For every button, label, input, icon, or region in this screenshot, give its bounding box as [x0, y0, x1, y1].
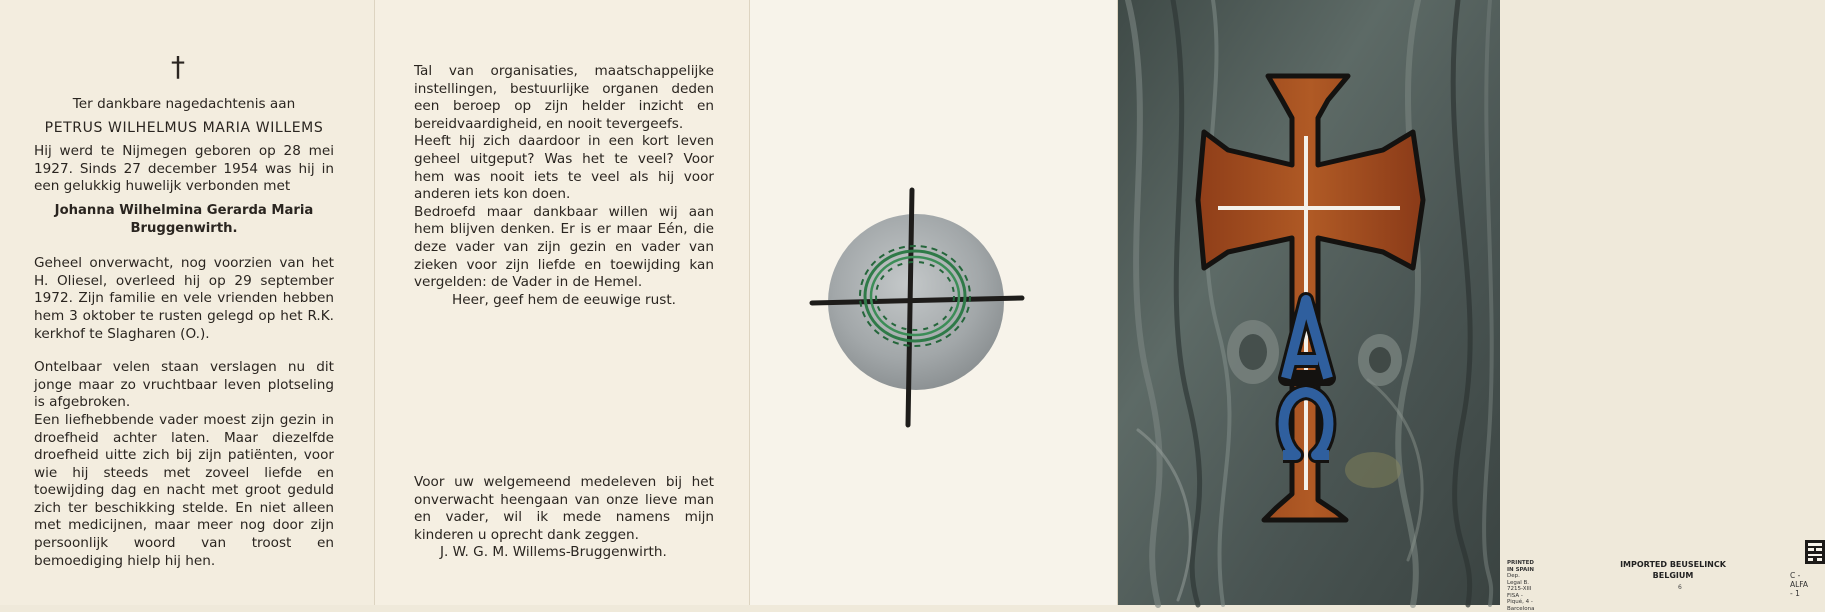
- wife-name: Johanna Wilhelmina Gerarda Maria Bruggenwirth.: [34, 202, 334, 237]
- painting-artwork: [1118, 0, 1500, 605]
- signature: J. W. G. M. Willems-Bruggenwirth.: [414, 544, 714, 562]
- small-mark: 6: [1678, 584, 1682, 591]
- question-paragraph: Heeft hij zich daardoor in een kort leven geheel uitgeput? Was het te veel? Voor hem was nooit iets te veel als hij voor anderen iets kon doen.: [414, 133, 714, 203]
- prayer-line: Heer, geef hem de eeuwige rust.: [414, 292, 714, 310]
- thanks-paragraph: Voor uw welgemeend medeleven bij het onverwacht heengaan van onze lieve man en vader, wil ik mede namens mijn kinderen u oprecht dank zeggen.: [414, 474, 714, 544]
- crown-of-thorns-emblem: [750, 0, 1118, 605]
- dagger-cross-icon: †: [171, 52, 185, 82]
- legal-deposit: Dep. Legal B. 7215-XIII: [1507, 573, 1534, 593]
- thanks-text: [414, 474, 714, 562]
- printer-info: [1507, 560, 1534, 612]
- grateful-paragraph: Bedroefd maar dankbaar willen wij aan hem blijven denken. Er is er maar Eén, die deze vader van zijn gezin en vader van zieken voor zijn liefde en toewijding kan vergelden: de Vader in de Hemel.: [414, 204, 714, 292]
- printed-in: PRINTED IN SPAIN: [1507, 560, 1534, 573]
- father-paragraph: Een liefhebbende vader moest zijn gezin in droefheid achter laten. Maar diezelfde droefheid uitte zich bij zijn patiënten, voor wie hij steeds met zoveel liefde en toewijding dag en nacht met groot geduld zich ter beschikking stelde. En niet alleen met medicijnen, maar meer nog door zijn persoonlijk woord van troost en bemoediging hielp hij hen.: [34, 412, 334, 570]
- importer-info: [1610, 559, 1736, 581]
- back-cover: [750, 0, 1118, 605]
- card-code: C - ALFA - 1: [1790, 571, 1808, 598]
- organisations-paragraph: Tal van organisaties, maatschappelijke instellingen, bestuurlijke organen deden een beroep op zijn helder inzicht en bereidvaardigheid, en nooit tevergeefs.: [414, 63, 714, 133]
- left-page: [0, 0, 375, 605]
- front-cover-painting: [1118, 0, 1500, 605]
- importer-name: IMPORTED BEUSELINCK: [1610, 559, 1736, 570]
- many-paragraph: Ontelbaar velen staan verslagen nu dit jonge maar zo vruchtbaar leven plotseling is afgebroken.: [34, 359, 334, 412]
- death-paragraph: Geheel onverwacht, nog voorzien van het H. Oliesel, overleed hij op 29 september 1972. Zijn familie en vele vrienden hebben hem 3 oktober te rusten gelegd op het R.K. kerkhof te Slagharen (O.).: [34, 255, 334, 343]
- remembrance-intro: Ter dankbare nagedachtenis aan: [34, 96, 334, 114]
- birth-paragraph: Hij werd te Nijmegen geboren op 28 mei 1927. Sinds 27 december 1954 was hij in een gelukkig huwelijk verbonden met: [34, 143, 334, 196]
- deceased-name: PETRUS WILHELMUS MARIA WILLEMS: [34, 120, 334, 138]
- middle-page-text: [414, 63, 714, 309]
- importer-country: BELGIUM: [1610, 570, 1736, 581]
- publisher-logo-icon: [1805, 540, 1825, 564]
- printer-address: FISA - Piqué, 4 - Barcelona: [1507, 593, 1534, 612]
- left-page-text: [34, 96, 334, 570]
